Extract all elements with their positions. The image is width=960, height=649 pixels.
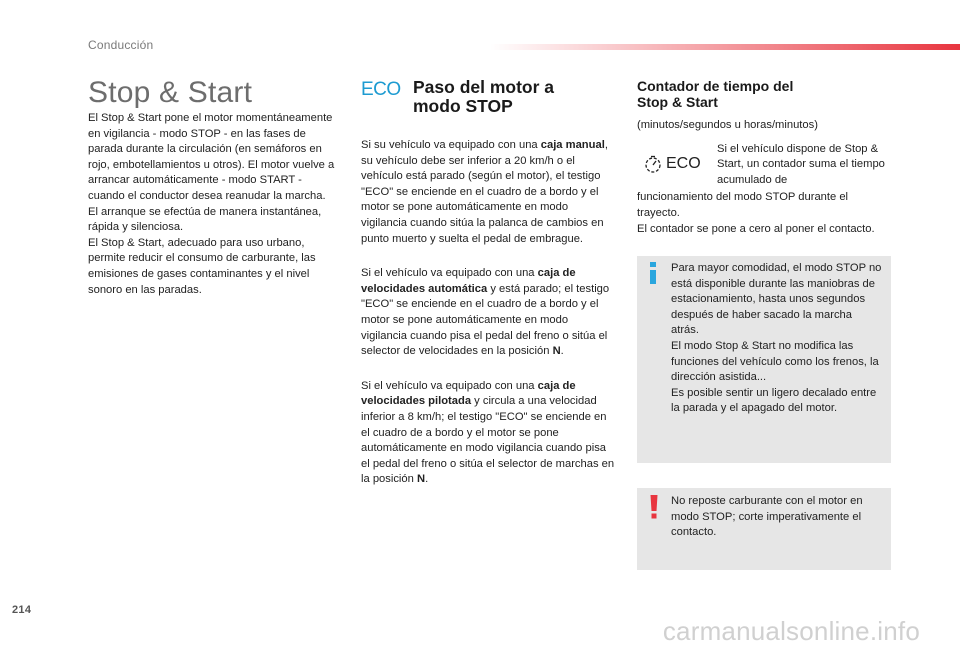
page-number: 214	[12, 604, 32, 616]
section-label: Conducción	[88, 38, 154, 52]
info-line: Para mayor comodidad, el modo STOP no está disponible durante las maniobras de estacionamiento, hasta unos segundos después de haber sacado la marcha atrás.	[671, 262, 882, 337]
stop-mode-title-line1: Paso del motor a	[413, 77, 555, 97]
info-line: Es posible sentir un ligero decalado entre la parada y el apagado del motor.	[671, 386, 877, 415]
automatic-gearbox-paragraph	[361, 266, 615, 360]
timer-title-line2: Stop & Start	[637, 94, 718, 110]
stop-mode-title-line2: modo STOP	[413, 96, 513, 116]
text-run: , su vehículo debe ser inferior a 20 km/h o el vehículo está parado (según el motor), el testigo "ECO" se enciende en el cuadro de a bordo y el motor se pone automáticamente en modo vigilancia cuando sitúa la palanca de cambios en punto muerto y suelta el pedal de embrague.	[361, 139, 608, 245]
header-accent-bar	[490, 44, 960, 50]
bold-term: caja manual	[540, 139, 605, 151]
stopwatch-eco-icon	[643, 154, 715, 174]
stopwatch-icon	[643, 154, 663, 174]
info-icon	[649, 262, 657, 284]
text-run: Si el vehículo va equipado con una	[361, 267, 538, 280]
intro-paragraph-2: El Stop & Start, adecuado para uso urbano, permite reducir el consumo de carburante, las emisiones de gases contaminantes y el nivel sonoro en las paradas.	[88, 236, 316, 296]
bold-term: N	[552, 345, 561, 358]
stop-mode-title	[413, 78, 554, 116]
eco-label: ECO	[666, 154, 701, 172]
warning-icon	[650, 495, 658, 519]
timer-subtitle: (minutos/segundos u horas/minutos)	[637, 119, 818, 131]
stop-mode-column	[361, 76, 615, 507]
eco-icon: ECO	[361, 79, 401, 100]
timer-row	[643, 142, 893, 189]
warning-note-box	[637, 488, 891, 570]
intro-column	[88, 76, 336, 298]
text-run: Si el vehículo va equipado con una	[361, 379, 538, 392]
timer-column	[637, 78, 893, 237]
timer-title-line1: Contador de tiempo del	[637, 78, 794, 94]
bold-term: caja de velocidades automática	[361, 267, 576, 295]
text-run: .	[425, 473, 429, 486]
stop-mode-heading	[361, 76, 615, 138]
bold-term: caja de velocidades pilotada	[361, 379, 576, 408]
page-title: Stop & Start	[88, 76, 253, 109]
piloted-gearbox-paragraph	[361, 379, 615, 488]
text-run: Si su vehículo va equipado con una	[361, 139, 541, 151]
intro-paragraph-1: El Stop & Start pone el motor momentáneamente en vigilancia - modo STOP - en las fases de parada durante la circulación (en semáforos en rojo, embotellamientos u otros). El motor vuelve a arrancar automáticamente - modo START - cuando el conductor desea reanudar la marcha. El arranque se efectúa de manera instantánea, rápida y silenciosa.	[88, 112, 335, 234]
watermark: carmanualsonline.info	[662, 616, 920, 646]
timer-title	[637, 78, 893, 110]
info-note-text	[671, 261, 883, 417]
info-note-box	[637, 256, 891, 463]
warning-note-text: No reposte carburante con el motor en modo STOP; corte imperativamente el contacto.	[671, 495, 863, 539]
text-run: .	[560, 345, 564, 358]
info-line: El modo Stop & Start no modifica las funciones del vehículo como los frenos, la dirección asistida...	[671, 339, 879, 384]
manual-gearbox-paragraph	[361, 138, 615, 247]
bold-term: N	[416, 473, 426, 486]
text-run: y circula a una velocidad inferior a 8 km/h; el testigo "ECO" se enciende en el cuadro de a bordo y el motor se pone automáticamente en modo vigilancia cuando pisa el pedal del freno o sitúa el selector de marchas en la posición	[361, 395, 615, 486]
timer-continuation-2: El contador se pone a cero al poner el contacto.	[637, 222, 875, 235]
text-run: y está parado; el testigo "ECO" se enciende en el cuadro de a bordo y el motor se pone automáticamente en modo vigilancia cuando pisa el pedal del freno o sitúa el selector de velocidades en la posición	[361, 282, 610, 358]
timer-continuation-1: funcionamiento del modo STOP durante el trayecto.	[637, 191, 849, 219]
timer-description: Si el vehículo dispone de Stop & Start, un contador suma el tiempo acumulado de	[717, 142, 885, 186]
